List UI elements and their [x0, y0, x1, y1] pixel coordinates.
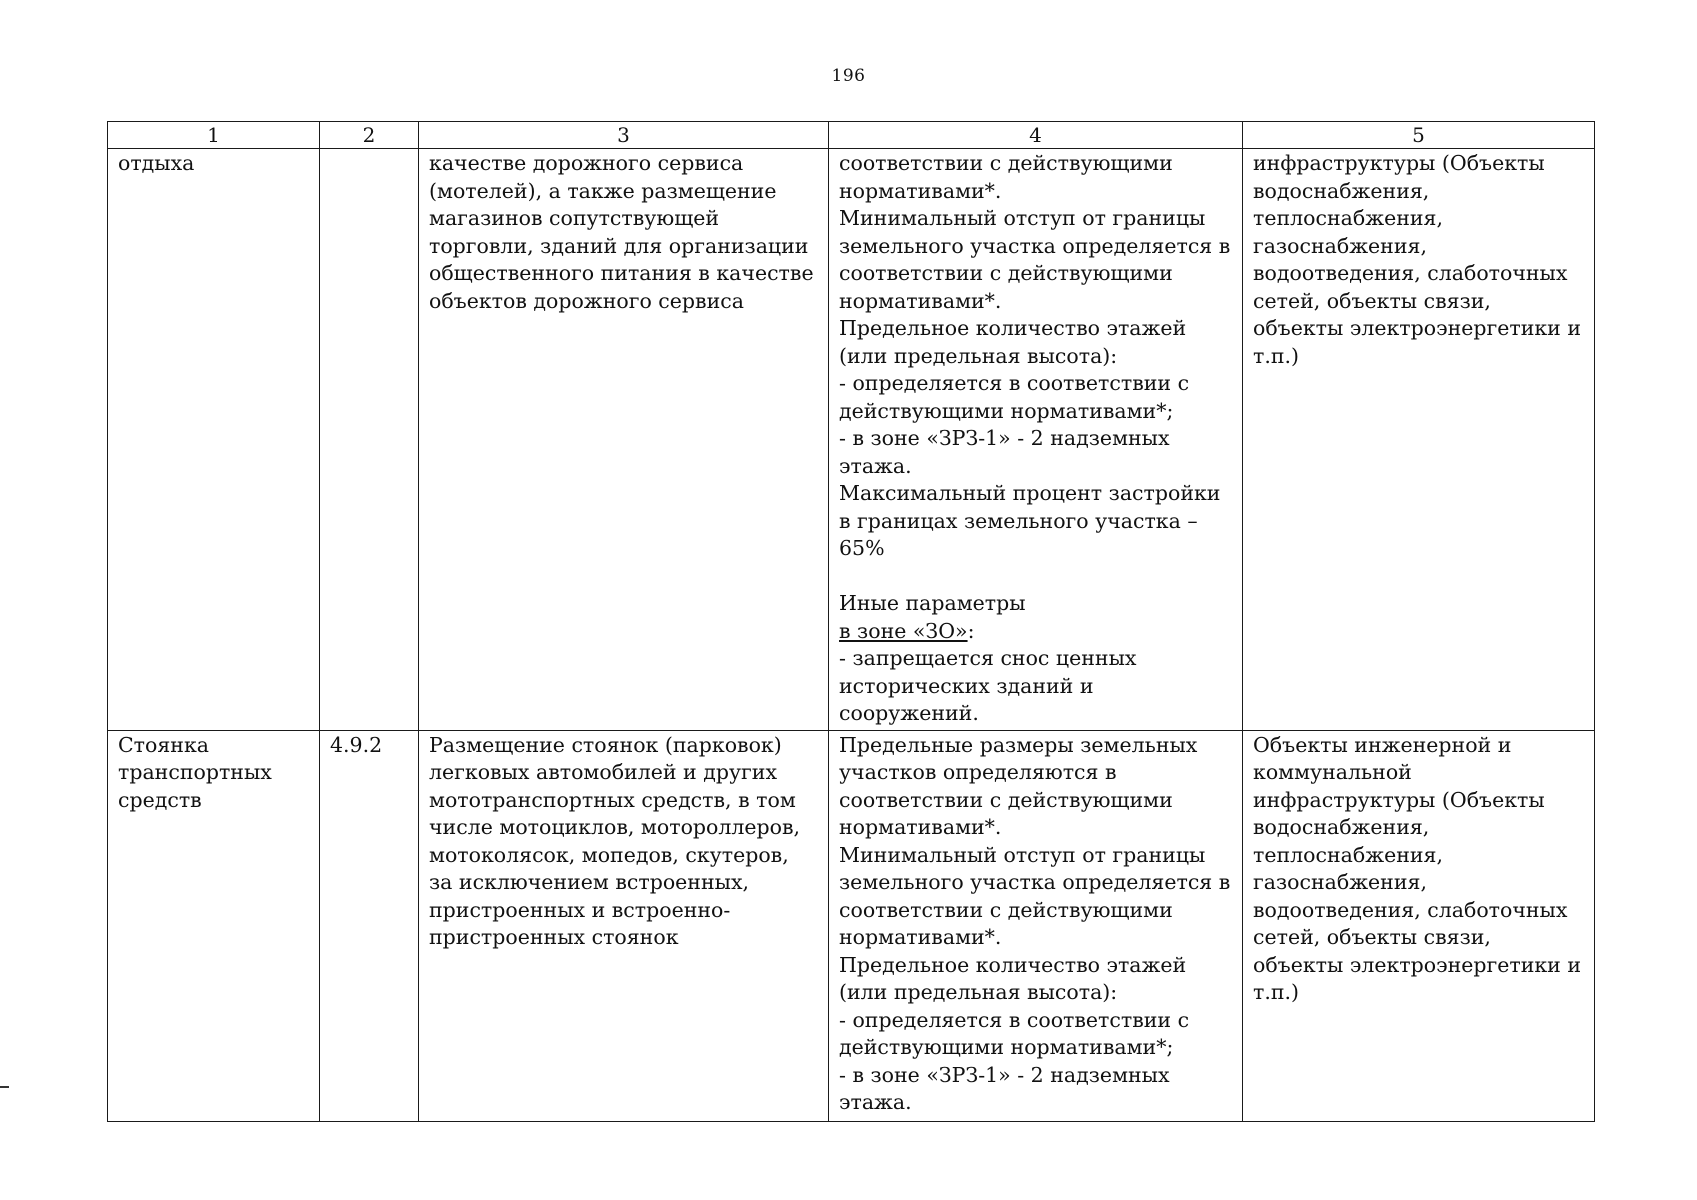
infrastructure-cell: Объекты инженерной и коммунальной инфраструктуры (Объекты водоснабжения, теплоснабжения, газоснабжения, водоотведения, слаботочных сетей, объекты связи, объекты электроэнергетики и т.п.) [1243, 730, 1595, 1121]
parameters-cell [829, 149, 1243, 731]
code-cell [320, 149, 419, 731]
table-row [108, 730, 1595, 1121]
parameters-tail: : - запрещается снос ценных исторических зданий и сооружений. [839, 618, 1137, 725]
header-cell: 1 [108, 122, 320, 149]
table-header-row [108, 122, 1595, 149]
description-cell: качестве дорожного сервиса (мотелей), а также размещение магазинов сопутствующей торговли, зданий для организации общественного питания в качестве объектов дорожного сервиса [419, 149, 829, 731]
infrastructure-cell: инфраструктуры (Объекты водоснабжения, теплоснабжения, газоснабжения, водоотведения, слаботочных сетей, объекты связи, объекты электроэнергетики и т.п.) [1243, 149, 1595, 731]
page-number: 196 [831, 66, 866, 86]
code-cell: 4.9.2 [320, 730, 419, 1121]
zone-underlined-label: в зоне «ЗО» [839, 618, 968, 643]
header-cell: 2 [320, 122, 419, 149]
header-cell: 3 [419, 122, 829, 149]
header-cell: 5 [1243, 122, 1595, 149]
header-cell: 4 [829, 122, 1243, 149]
table-row [108, 149, 1595, 731]
parameters-cell: Предельные размеры земельных участков определяются в соответствии с действующими нормативами*. Минимальный отступ от границы земельного участка определяется в соответствии с действующими нормативами*. Предельное количество этажей (или предельная высота): - определяется в соответствии с действующими нормативами*; - в зоне «ЗРЗ-1» - 2 надземных этажа. [829, 730, 1243, 1121]
regulations-table [107, 121, 1595, 1122]
parameters-text: соответствии с действующими нормативами*. Минимальный отступ от границы земельного участка определяется в соответствии с действующими нормативами*. Предельное количество этажей (или предельная высота): - определяется в соответствии с действующими нормативами*; - в зоне «ЗРЗ-1» - 2 надземных этажа. Максимальный процент застройки в границах земельного участка – 65% Иные параметры [839, 151, 1231, 615]
use-type-cell: отдыха [108, 149, 320, 731]
scan-edge-mark [0, 1086, 9, 1088]
description-cell: Размещение стоянок (парковок) легковых автомобилей и других мототранспортных средств, в том числе мотоциклов, мотороллеров, мотоколясок, мопедов, скутеров, за исключением встроенных, пристроенных и встроенно-пристроенных стоянок [419, 730, 829, 1121]
use-type-cell: Стоянка транспортных средств [108, 730, 320, 1121]
